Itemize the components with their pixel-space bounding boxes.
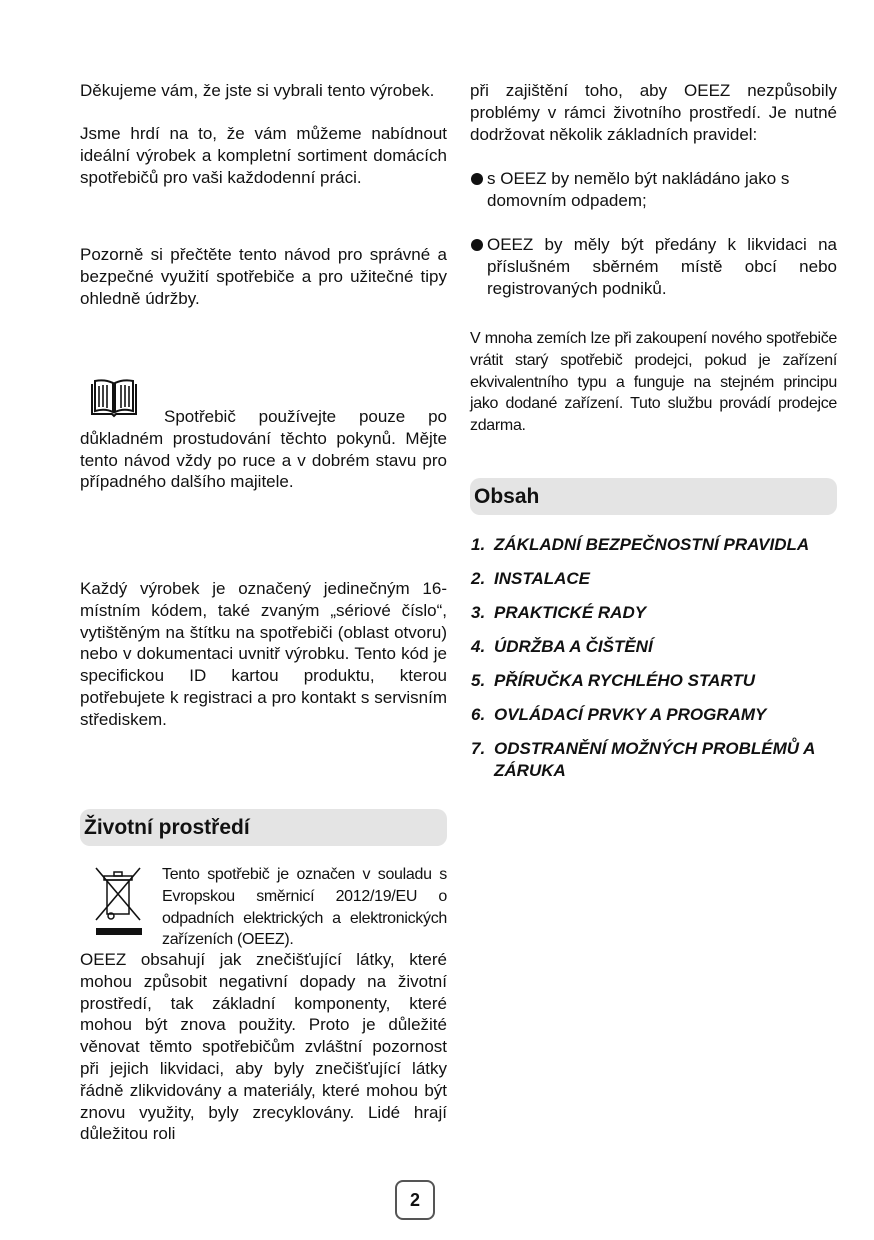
contents-heading: Obsah bbox=[470, 478, 837, 515]
toc-number: 4. bbox=[471, 637, 486, 656]
toc-number: 6. bbox=[471, 705, 486, 724]
rule-text: s OEEZ by nemělo být nakládáno jako s domovním odpadem; bbox=[487, 169, 790, 210]
environment-heading: Životní prostředí bbox=[80, 809, 447, 846]
weee-marking bbox=[162, 864, 447, 951]
read-carefully-text: Pozorně si přečtěte tento návod pro správné a bezpečné využití spotřebiče a pro užitečné tipy ohledně údržby. bbox=[80, 245, 447, 308]
toc-label: ZÁKLADNÍ BEZPEČNOSTNÍ PRAVIDLA bbox=[494, 535, 810, 554]
crossed-bin-icon bbox=[94, 866, 144, 938]
use-only-section bbox=[80, 406, 447, 493]
bullet-icon bbox=[471, 173, 483, 185]
page-number: 2 bbox=[395, 1180, 435, 1220]
environment-body bbox=[80, 949, 447, 1145]
toc-number: 1. bbox=[471, 535, 486, 554]
toc-number: 7. bbox=[471, 739, 486, 758]
weee-marking-text: Tento spotřebič je označen v souladu s Evropskou směrnicí 2012/19/EU o odpadních elektrických a elektronických zařízeních (OEEZ). bbox=[162, 866, 447, 949]
toc-label: PŘÍRUČKA RYCHLÉHO STARTU bbox=[494, 671, 755, 690]
toc-label: ODSTRANĚNÍ MOŽNÝCH PROBLÉMŮ A ZÁRUKA bbox=[494, 739, 815, 780]
environment-body-text: OEEZ obsahují jak znečišťující látky, které mohou způsobit negativní dopady na životní prostředí, tak základní komponenty, které mohou být znova použity. Proto je důležité věnovat těmto spotřebičům zvláštní pozornost při jejich likvidaci, aby byly znečišťující látky řádně zlikvidovány a materiály, které mohou být znovu využity, byly zrecyklovány. Lidé hrají důležitou roli bbox=[80, 950, 447, 1144]
bullet-icon bbox=[471, 239, 483, 251]
return-section bbox=[470, 328, 837, 437]
toc-label: ÚDRŽBA A ČIŠTĚNÍ bbox=[494, 637, 653, 656]
toc-label: OVLÁDACÍ PRVKY A PROGRAMY bbox=[494, 705, 767, 724]
proud-text: Jsme hrdí na to, že vám můžeme nabídnout ideální výrobek a kompletní sortiment domácích spotřebičů pro vaši každodenní práci. bbox=[80, 124, 447, 187]
rule-item bbox=[470, 234, 837, 299]
rule-item bbox=[470, 168, 837, 212]
toc-number: 3. bbox=[471, 603, 486, 622]
toc-label: PRAKTICKÉ RADY bbox=[494, 603, 647, 622]
serial-section bbox=[80, 578, 447, 731]
use-only-text: Spotřebič používejte pouze po důkladném prostudování těchto pokynů. Mějte tento návod vždy po ruce a v dobrém stavu pro případného dalšího majitele. bbox=[80, 407, 447, 492]
thanks-text: Děkujeme vám, že jste si vybrali tento výrobek. bbox=[80, 81, 435, 100]
toc-number: 5. bbox=[471, 671, 486, 690]
environment-continued-text: při zajištění toho, aby OEEZ nezpůsobily problémy v rámci životního prostředí. Je nutné dodržovat několik základních pravidel: bbox=[470, 81, 837, 144]
serial-text: Každý výrobek je označený jedinečným 16-místním kódem, také zvaným „sériové číslo“, vytištěným na štítku na spotřebiči (oblast otvoru) nebo v dokumentaci uvnitř výrobku. Tento kód je specifickou ID kartou produktu, kterou potřebujete k registraci a pro kontakt s servisním střediskem. bbox=[80, 579, 447, 729]
toc-number: 2. bbox=[471, 569, 486, 588]
return-text: V mnoha zemích lze při zakoupení nového spotřebiče vrátit starý spotřebič prodejci, pokud je zařízení ekvivalentního typu a funguje na stejném principu jako dodané zařízení. Tuto službu provádí prodejce zdarma. bbox=[470, 330, 837, 435]
rule-text: OEEZ by měly být předány k likvidaci na příslušném sběrném místě obcí nebo registrovaných podniků. bbox=[487, 235, 837, 298]
toc-label: INSTALACE bbox=[494, 569, 591, 588]
environment-continued bbox=[470, 80, 837, 145]
